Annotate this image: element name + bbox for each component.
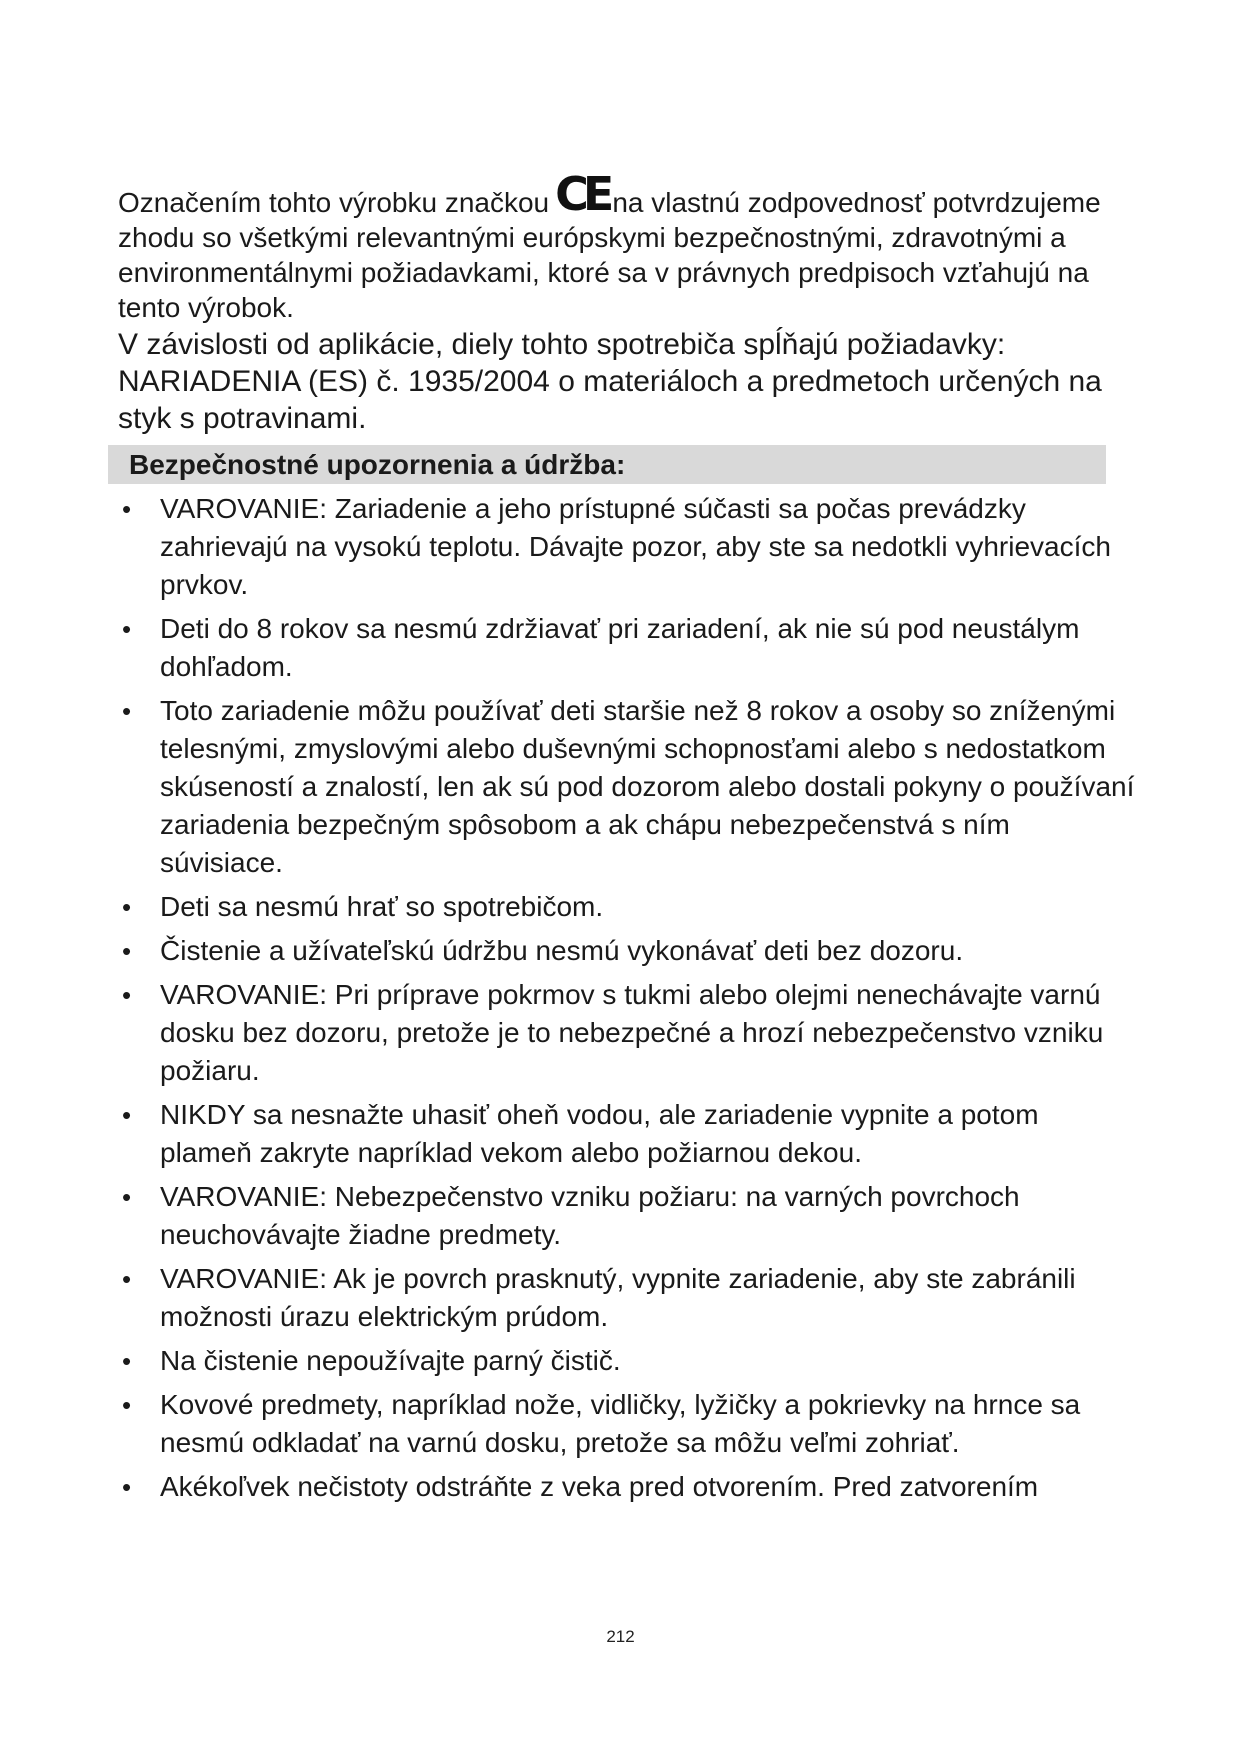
bullet-icon: • — [122, 936, 132, 966]
bullet-icon: • — [122, 1390, 132, 1420]
list-item-text: VAROVANIE: Zariadenie a jeho prístupné súčasti sa počas prevádzky zahrievajú na vysokú teplotu. Dávajte pozor, aby ste sa nedotkli vyhrievacích prvkov. — [160, 493, 1111, 600]
list-item-text: VAROVANIE: Nebezpečenstvo vzniku požiaru: na varných povrchoch neuchovávajte žiadne predmety. — [160, 1181, 1020, 1250]
bullet-icon: • — [122, 494, 132, 524]
list-item — [118, 976, 1138, 1090]
list-item-text: Akékoľvek nečistoty odstráňte z veka pred otvorením. Pred zatvorením — [160, 1471, 1039, 1502]
list-item — [118, 1386, 1138, 1462]
list-item-text: Na čistenie nepoužívajte parný čistič. — [160, 1345, 621, 1376]
list-item — [118, 610, 1138, 686]
ce-declaration-part1: Označením tohto výrobku značkou — [118, 187, 550, 218]
list-item-text: VAROVANIE: Pri príprave pokrmov s tukmi alebo olejmi nenechávajte varnú dosku bez dozoru, pretože je to nebezpečné a hrozí nebezpečenstvo vzniku požiaru. — [160, 979, 1104, 1086]
list-item-text: Deti sa nesmú hrať so spotrebičom. — [160, 891, 604, 922]
list-item-text: NIKDY sa nesnažte uhasiť oheň vodou, ale zariadenie vypnite a potom plameň zakryte napríklad vekom alebo požiarnou dekou. — [160, 1099, 1039, 1168]
section-heading: Bezpečnostné upozornenia a údržba: — [129, 449, 626, 480]
list-item-text: Toto zariadenie môžu používať deti staršie než 8 rokov a osoby so zníženými telesnými, zmyslovými alebo duševnými schopnosťami alebo s nedostatkom skúseností a znalostí, len ak sú pod dozorom alebo dostali pokyny o používaní zariadenia bezpečným spôsobom a ak chápu nebezpečenstvá s ním súvisiace. — [160, 695, 1135, 878]
bullet-icon: • — [122, 1472, 132, 1502]
list-item — [118, 1096, 1138, 1172]
list-item — [118, 692, 1138, 882]
bullet-icon: • — [122, 980, 132, 1010]
list-item — [118, 932, 1138, 970]
bullet-icon: • — [122, 614, 132, 644]
ce-declaration — [118, 167, 1138, 325]
list-item — [118, 490, 1138, 604]
section-heading-bar — [108, 445, 1106, 484]
page-number: 212 — [606, 1627, 635, 1646]
bullet-icon: • — [122, 1264, 132, 1294]
list-item — [118, 1178, 1138, 1254]
ce-declaration-text — [118, 167, 1138, 325]
regulations-line-1: V závislosti od aplikácie, diely tohto spotrebiča spĺňajú požiadavky: — [118, 328, 1006, 361]
bullet-icon: • — [122, 1100, 132, 1130]
list-item-text: Čistenie a užívateľskú údržbu nesmú vykonávať deti bez dozoru. — [160, 935, 964, 966]
list-item-text: Kovové predmety, napríklad nože, vidličky, lyžičky a pokrievky na hrnce sa nesmú odkladať na varnú dosku, pretože sa môžu veľmi zohriať. — [160, 1389, 1081, 1458]
bullet-icon: • — [122, 1346, 132, 1376]
ce-declaration-part2: na vlastnú zodpovednosť potvrdzujeme zhodu so všetkými relevantnými európskymi bezpečnostnými, zdravotnými a environmentálnymi požiadavkami, ktoré sa v právnych predpisoch vzťahujú na tento výrobok. — [118, 187, 1101, 323]
ce-mark-icon: CE — [555, 167, 609, 221]
list-item-text: Deti do 8 rokov sa nesmú zdržiavať pri zariadení, ak nie sú pod neustálym dohľadom. — [160, 613, 1080, 682]
list-item — [118, 888, 1138, 926]
list-item-text: VAROVANIE: Ak je povrch prasknutý, vypnite zariadenie, aby ste zabránili možnosti úrazu elektrickým prúdom. — [160, 1263, 1076, 1332]
list-item — [118, 1468, 1138, 1506]
bullet-icon: • — [122, 1182, 132, 1212]
safety-list — [118, 490, 1138, 1512]
list-item — [118, 1342, 1138, 1380]
list-item — [118, 1260, 1138, 1336]
regulations-block — [118, 326, 1138, 437]
regulations-line-2: NARIADENIA (ES) č. 1935/2004 o materiáloch a predmetoch určených na styk s potravinami. — [118, 365, 1102, 435]
bullet-icon: • — [122, 892, 132, 922]
bullet-icon: • — [122, 696, 132, 726]
